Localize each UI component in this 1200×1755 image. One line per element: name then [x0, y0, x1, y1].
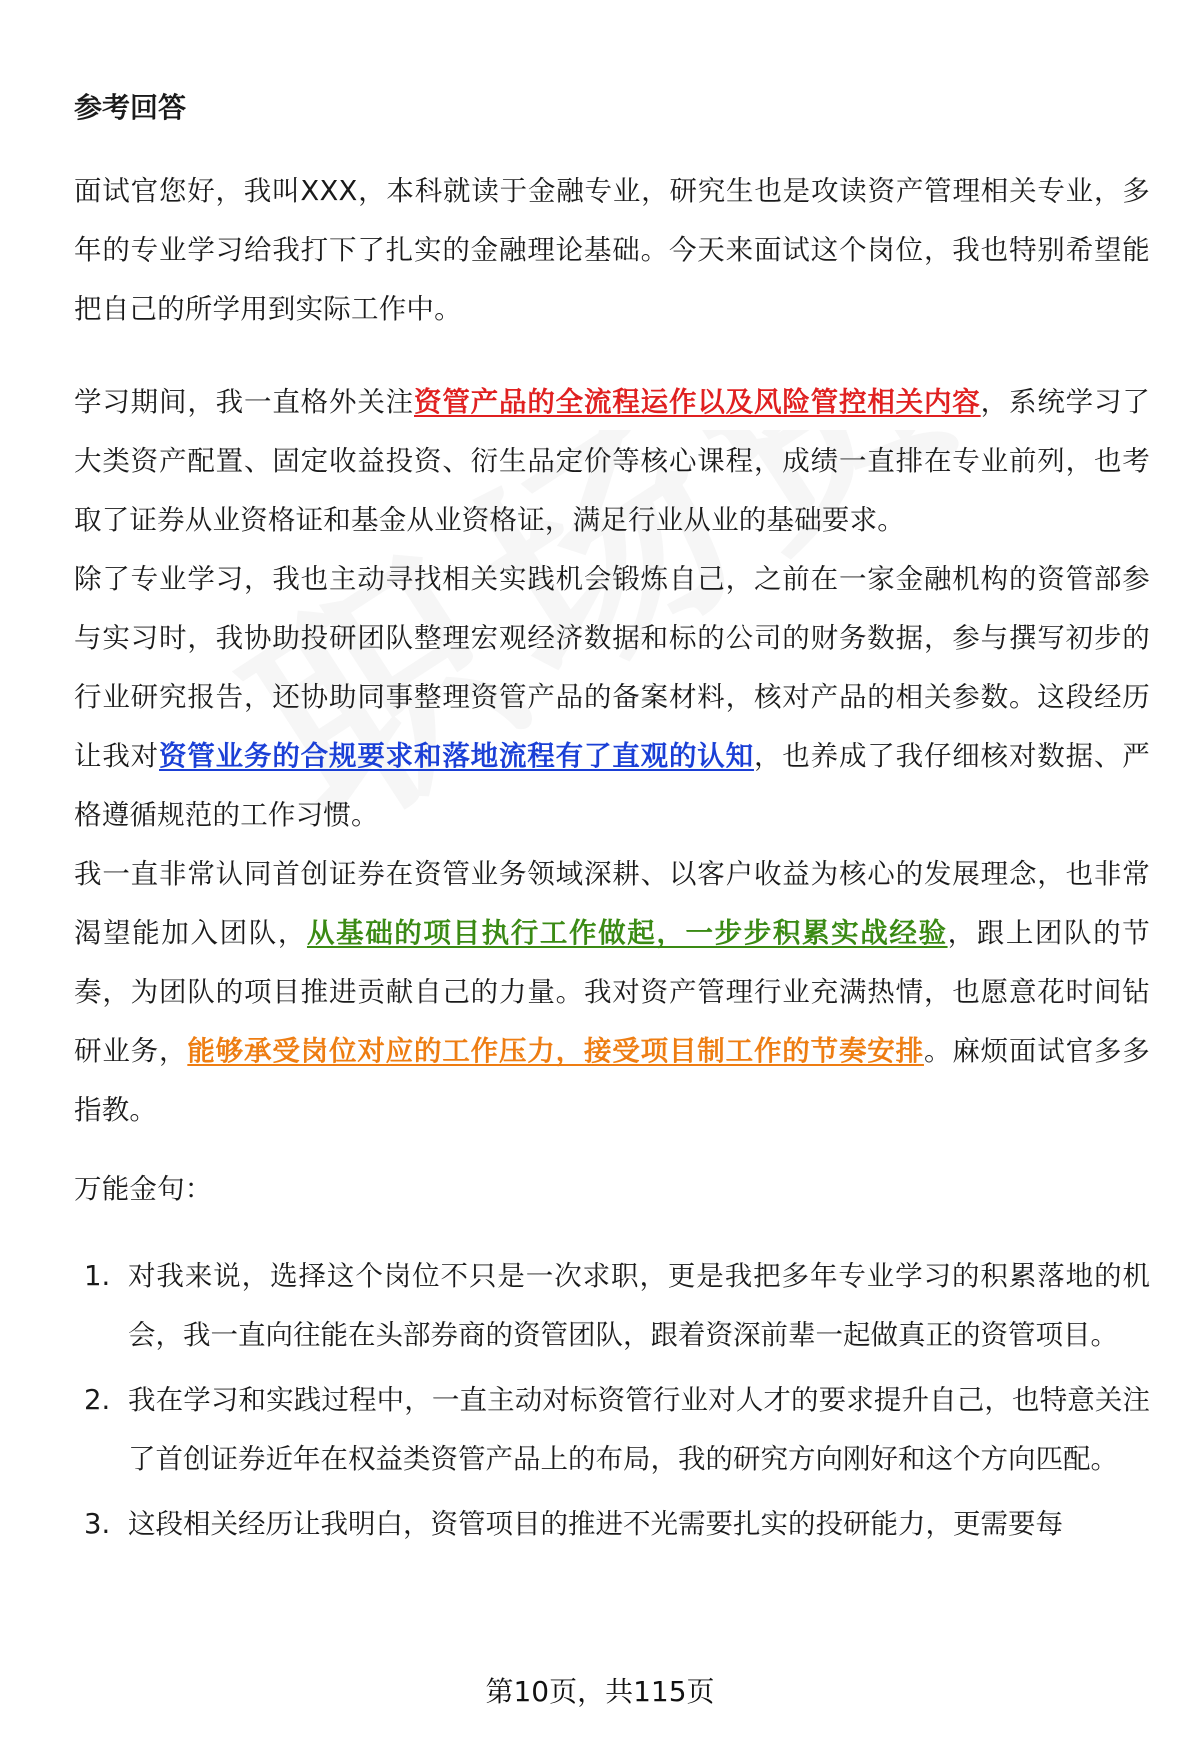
paragraph-motivation-text-2: ，跟上团队的节奏，为团队的项目推进贡献自己的力量。我对资产管理行业充满热情，也愿意花时间钻研业务，: [74, 917, 1150, 1067]
paragraph-motivation: [74, 845, 1150, 1140]
list-item-number: 2.: [84, 1384, 111, 1416]
list-item-text: 对我来说，选择这个岗位不只是一次求职，更是我把多年专业学习的积累落地的机会，我一直向往能在头部券商的资管团队，跟着资深前辈一起做真正的资管项目。: [128, 1260, 1150, 1351]
paragraph-motivation-text: 我一直非常认同首创证券在资管业务领域深耕、以客户收益为核心的发展理念，也非常渴望能加入团队，: [74, 858, 1150, 949]
page-number-footer: 第10页，共115页: [485, 1675, 715, 1708]
list-item-number: 3.: [84, 1508, 111, 1540]
list-item: [74, 1371, 1150, 1489]
paragraph-practice-text-2: ，也养成了我仔细核对数据、严格遵循规范的工作习惯。: [74, 740, 1150, 831]
list-item-text: 这段相关经历让我明白，资管项目的推进不光需要扎实的投研能力，更需要每: [128, 1508, 1063, 1540]
highlight-red: 资管产品的全流程运作以及风险管控相关内容: [414, 386, 981, 418]
highlight-green: 从基础的项目执行工作做起，一步步积累实战经验: [306, 917, 948, 949]
list-item-text: 我在学习和实践过程中，一直主动对标资管行业对人才的要求提升自己，也特意关注了首创证券近年在权益类资管产品上的布局，我的研究方向刚好和这个方向匹配。: [128, 1384, 1150, 1475]
list-item-number: 1.: [84, 1260, 111, 1292]
paragraph-practice: [74, 550, 1150, 845]
list-item: [74, 1495, 1150, 1554]
paragraph-study: [74, 373, 1150, 550]
golden-sentences-list: [74, 1247, 1150, 1554]
paragraph-study-text-2: ，系统学习了大类资产配置、固定收益投资、衍生品定价等核心课程，成绩一直排在专业前列，也考取了证券从业资格证和基金从业资格证，满足行业从业的基础要求。: [74, 386, 1151, 536]
paragraph-practice-text: 除了专业学习，我也主动寻找相关实践机会锻炼自己，之前在一家金融机构的资管部参与实习时，我协助投研团队整理宏观经济数据和标的公司的财务数据，参与撰写初步的行业研究报告，还协助同事整理资管产品的备案材料，核对产品的相关参数。这段经历让我对: [74, 563, 1150, 772]
section-heading: 参考回答: [74, 91, 187, 124]
paragraph-study-text: 学习期间，我一直格外关注: [74, 386, 414, 418]
highlight-blue: 资管业务的合规要求和落地流程有了直观的认知: [159, 740, 754, 772]
page-content: [74, 88, 1150, 1560]
highlight-orange: 能够承受岗位对应的工作压力，接受项目制工作的节奏安排: [187, 1035, 924, 1067]
paragraph-motivation-text-3: 。麻烦面试官多多指教。: [74, 1035, 1150, 1126]
golden-sentences-label: 万能金句：: [74, 1173, 213, 1205]
paragraph-intro: 面试官您好，我叫XXX，本科就读于金融专业，研究生也是攻读资产管理相关专业，多年的专业学习给我打下了扎实的金融理论基础。今天来面试这个岗位，我也特别希望能把自己的所学用到实际工作中。: [74, 175, 1150, 325]
list-item: [74, 1247, 1150, 1365]
